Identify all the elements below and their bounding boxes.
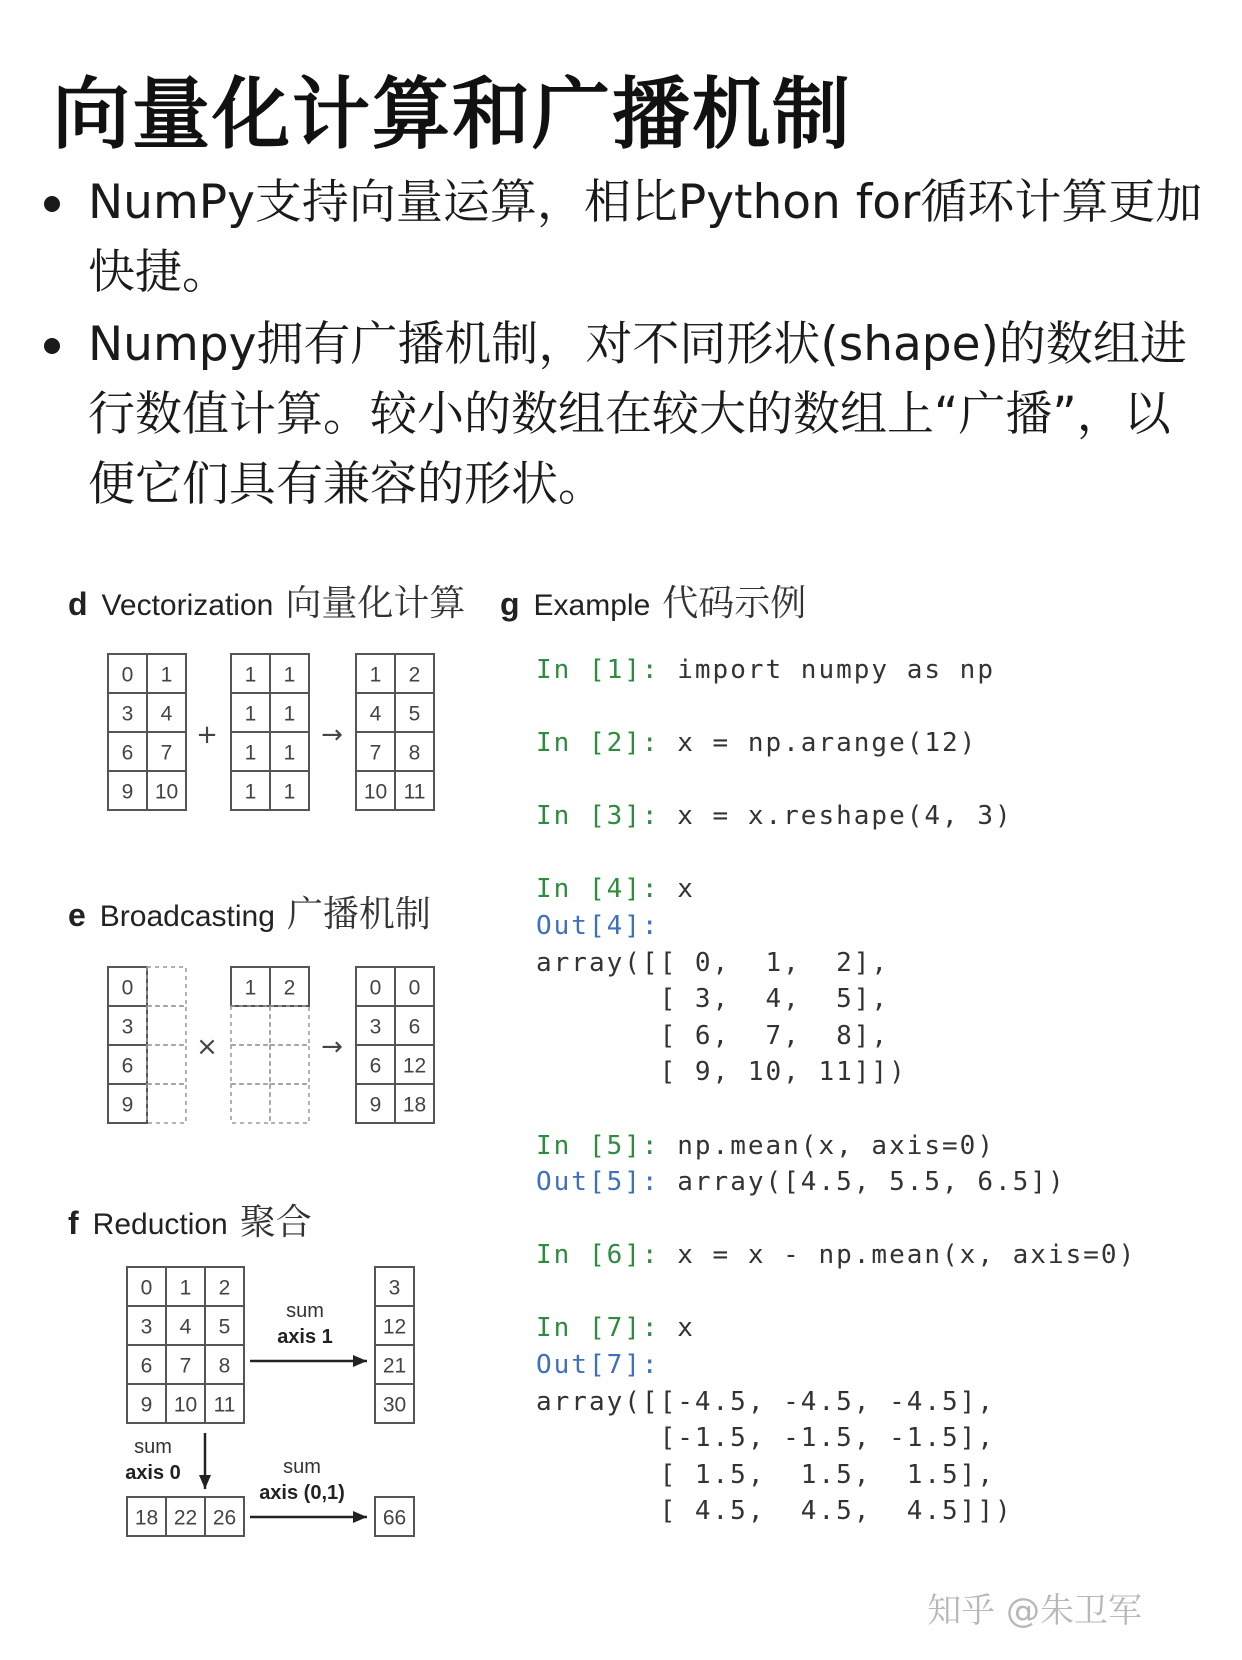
- vec-array-b-value: 1: [283, 702, 296, 726]
- vec-array-b-value: 1: [244, 741, 257, 765]
- array-diagram: [0, 640, 560, 1640]
- bullet-text: NumPy支持向量运算，相比Python for循环计算更加快捷。: [88, 175, 1203, 300]
- out-prompt: Out[4]:: [536, 911, 660, 941]
- vec-array-a-value: 10: [154, 780, 179, 804]
- panel-letter: g: [500, 586, 520, 622]
- bc-result-value: 6: [369, 1054, 382, 1078]
- code-line: [536, 1240, 1136, 1270]
- bullet-item: [42, 310, 1212, 520]
- code-text: array([4.5, 5.5, 6.5]): [659, 1167, 1066, 1197]
- red-matrix-value: 4: [179, 1315, 192, 1339]
- bc-array-b-cell: [231, 1006, 270, 1045]
- vec-result-value: 7: [369, 741, 382, 765]
- vec-array-b-value: 1: [283, 780, 296, 804]
- bc-array-b-cell: [231, 1084, 270, 1123]
- bc-result-value: 3: [369, 1015, 382, 1039]
- watermark: 知乎 @朱卫军: [927, 1591, 1142, 1631]
- result-arrow: →: [321, 1032, 343, 1062]
- panel-label-zh: 广播机制: [286, 894, 431, 935]
- red-axis1-result-value: 21: [382, 1354, 407, 1378]
- bc-result-value: 9: [369, 1093, 382, 1117]
- bc-result-value: 6: [408, 1015, 421, 1039]
- bullet-item: [42, 168, 1212, 308]
- bc-array-a-cell: [147, 1084, 186, 1123]
- vec-array-a-value: 4: [160, 702, 173, 726]
- red-matrix-value: 9: [140, 1393, 153, 1417]
- code-line: [536, 1496, 1013, 1526]
- code-text: [ 4.5, 4.5, 4.5]]): [536, 1496, 1013, 1526]
- vec-result-value: 8: [408, 741, 421, 765]
- bc-result-value: 0: [369, 976, 382, 1000]
- code-line: [536, 874, 695, 904]
- bc-array-a-value: 6: [121, 1054, 134, 1078]
- panel-label-zh: 聚合: [239, 1202, 312, 1243]
- red-matrix-value: 5: [218, 1315, 231, 1339]
- red-matrix-value: 1: [179, 1276, 192, 1300]
- red-matrix-value: 11: [213, 1393, 236, 1417]
- code-line: [536, 1387, 995, 1417]
- vec-array-a-value: 6: [121, 741, 134, 765]
- vec-array-b-value: 1: [244, 780, 257, 804]
- code-line: [536, 1313, 695, 1343]
- bullet-dot: [44, 338, 60, 354]
- code-text: x: [659, 1313, 695, 1343]
- code-line: [536, 1167, 1066, 1197]
- vec-array-a-value: 0: [121, 663, 134, 687]
- red-matrix-value: 0: [140, 1276, 153, 1300]
- out-prompt: Out[7]:: [536, 1350, 660, 1380]
- red-axis0-result-value: 22: [173, 1506, 198, 1530]
- in-prompt: In [1]:: [536, 655, 660, 685]
- multiply-operator: ×: [196, 1032, 218, 1062]
- axis1-label: axis 1: [277, 1326, 333, 1348]
- panel-letter: e: [68, 897, 86, 933]
- axis1-arrow-head: [353, 1355, 367, 1367]
- panel-d-heading: [68, 575, 465, 626]
- bc-array-a-cell: [147, 1006, 186, 1045]
- axis1-label: sum: [286, 1300, 324, 1322]
- in-prompt: In [7]:: [536, 1313, 660, 1343]
- code-text: array([[ 0, 1, 2],: [536, 948, 890, 978]
- panel-g-heading: [500, 575, 806, 626]
- vec-array-b-value: 1: [244, 663, 257, 687]
- code-text: [ 1.5, 1.5, 1.5],: [536, 1460, 995, 1490]
- in-prompt: In [5]:: [536, 1131, 660, 1161]
- code-line: [536, 1460, 995, 1490]
- code-text: import numpy as np: [659, 655, 995, 685]
- code-text: x = np.arange(12): [659, 728, 978, 758]
- bc-array-a-value: 0: [121, 976, 134, 1000]
- red-axis1-result-value: 12: [382, 1315, 407, 1339]
- axis0-arrow-head: [199, 1475, 211, 1489]
- total-label: axis (0,1): [259, 1482, 345, 1504]
- bullet-list: [42, 168, 1212, 520]
- bc-array-b-cell: [270, 1084, 309, 1123]
- code-line: [536, 801, 1013, 831]
- code-text: x = x - np.mean(x, axis=0): [659, 1240, 1137, 1270]
- bc-result-value: 18: [402, 1093, 427, 1117]
- panel-letter: d: [68, 586, 88, 622]
- red-axis1-result-value: 3: [388, 1276, 401, 1300]
- vec-array-a-value: 1: [160, 663, 173, 687]
- vec-result-value: 1: [369, 663, 382, 687]
- vec-array-b-value: 1: [244, 702, 257, 726]
- bc-array-a-value: 3: [121, 1015, 134, 1039]
- vec-result-value: 11: [403, 780, 426, 804]
- panel-label-zh: 代码示例: [662, 583, 807, 624]
- bc-array-a-value: 9: [121, 1093, 134, 1117]
- panel-letter: f: [68, 1205, 79, 1241]
- total-arrow-head: [353, 1511, 367, 1523]
- bc-array-a-cell: [147, 967, 186, 1006]
- code-line: [536, 1423, 995, 1453]
- code-text: [ 6, 7, 8],: [536, 1021, 890, 1051]
- red-matrix-value: 3: [140, 1315, 153, 1339]
- red-matrix-value: 10: [173, 1393, 198, 1417]
- bc-array-b-cell: [270, 1045, 309, 1084]
- result-arrow: →: [321, 720, 343, 750]
- red-axis1-result-value: 30: [382, 1393, 407, 1417]
- panel-label: Reduction: [92, 1208, 228, 1241]
- bc-result-value: 0: [408, 976, 421, 1000]
- code-line: [536, 1057, 907, 1087]
- red-matrix-value: 7: [179, 1354, 192, 1378]
- bullet-text: Numpy拥有广播机制，对不同形状(shape)的数组进行数值计算。较小的数组在较大的数组上“广播”，以便它们具有兼容的形状。: [88, 317, 1187, 512]
- panel-label: Example: [533, 589, 651, 622]
- red-matrix-value: 2: [218, 1276, 231, 1300]
- red-total-value: 66: [382, 1506, 407, 1530]
- bc-array-b-value: 2: [283, 976, 296, 1000]
- total-label: sum: [283, 1456, 321, 1478]
- code-text: array([[-4.5, -4.5, -4.5],: [536, 1387, 995, 1417]
- in-prompt: In [6]:: [536, 1240, 660, 1270]
- red-matrix-value: 6: [140, 1354, 153, 1378]
- page-title: 向量化计算和广播机制: [52, 70, 853, 160]
- code-line: [536, 948, 889, 978]
- axis0-label: axis 0: [125, 1462, 181, 1484]
- vec-result-value: 4: [369, 702, 382, 726]
- code-line: [536, 1131, 995, 1161]
- vec-array-a-value: 7: [160, 741, 173, 765]
- code-text: [ 9, 10, 11]]): [536, 1057, 907, 1087]
- code-text: x: [659, 874, 695, 904]
- vec-result-value: 5: [408, 702, 421, 726]
- vec-array-b-value: 1: [283, 663, 296, 687]
- axis0-label: sum: [134, 1436, 172, 1458]
- red-axis0-result-value: 18: [134, 1506, 159, 1530]
- bc-array-a-cell: [147, 1045, 186, 1084]
- code-line: [536, 728, 977, 758]
- panel-label: Vectorization: [101, 589, 274, 622]
- code-line: [536, 1021, 889, 1051]
- vec-array-a-value: 9: [121, 780, 134, 804]
- bc-array-b-value: 1: [244, 976, 257, 1000]
- code-line: [536, 1350, 660, 1380]
- code-line: [536, 655, 995, 685]
- bullet-dot: [44, 196, 60, 212]
- panel-label: Broadcasting: [99, 900, 275, 933]
- bc-array-b-cell: [231, 1045, 270, 1084]
- bc-result-value: 12: [402, 1054, 427, 1078]
- in-prompt: In [3]:: [536, 801, 660, 831]
- in-prompt: In [2]:: [536, 728, 660, 758]
- code-text: [-1.5, -1.5, -1.5],: [536, 1423, 995, 1453]
- red-axis0-result-value: 26: [212, 1506, 237, 1530]
- vec-array-b-value: 1: [283, 741, 296, 765]
- panel-label-zh: 向量化计算: [285, 583, 466, 624]
- red-matrix-value: 8: [218, 1354, 231, 1378]
- plus-operator: +: [196, 720, 218, 750]
- in-prompt: In [4]:: [536, 874, 660, 904]
- code-text: [ 3, 4, 5],: [536, 984, 890, 1014]
- vec-array-a-value: 3: [121, 702, 134, 726]
- code-line: [536, 911, 660, 941]
- out-prompt: Out[5]:: [536, 1167, 660, 1197]
- code-text: np.mean(x, axis=0): [659, 1131, 995, 1161]
- vec-result-value: 10: [363, 780, 388, 804]
- code-line: [536, 984, 889, 1014]
- bc-array-b-cell: [270, 1006, 309, 1045]
- vec-result-value: 2: [408, 663, 421, 687]
- code-text: x = x.reshape(4, 3): [659, 801, 1013, 831]
